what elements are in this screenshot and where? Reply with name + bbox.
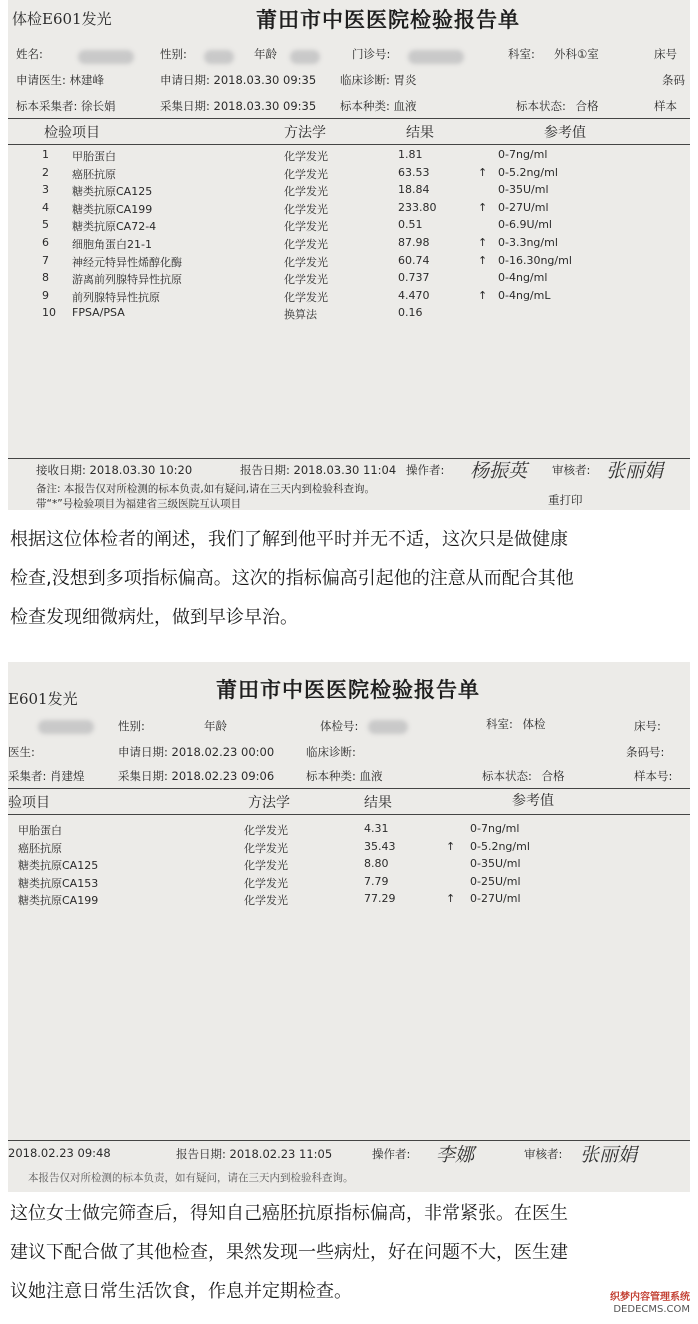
report-note: 备注: 本报告仅对所检测的标本负责,如有疑问,请在三天内到检验科查询。 (36, 483, 376, 495)
cell-method: 化学发光 (284, 273, 328, 287)
cell-item: 前列腺特异性抗原 (72, 290, 160, 304)
cell-item: 糖类抗原CA199 (72, 202, 153, 216)
lab-report-photo-1 (8, 0, 690, 510)
collector-value: 肖建煌 (50, 769, 85, 783)
cell-ref: 0-3.3ng/ml (498, 236, 558, 249)
diagnosis-value: 胃炎 (393, 73, 417, 87)
doctor-label: 医生: (8, 745, 35, 759)
redacted-gender (204, 46, 234, 65)
barcode-label: 条码 (662, 73, 685, 87)
cell-result: 87.98 (398, 236, 430, 249)
table-row (8, 306, 690, 322)
table-bottom-rule (8, 458, 690, 459)
collector-label: 标本采集者: (16, 99, 78, 113)
redacted-clinic-no (408, 46, 464, 65)
table-row (8, 166, 690, 182)
cell-flag: ↑ (478, 236, 488, 249)
table-row (8, 271, 690, 287)
paragraph-line: 检查,没想到多项指标偏高。这次的指标偏高引起他的注意从而配合其他 (10, 568, 574, 589)
cell-flag: ↑ (478, 165, 488, 179)
apply-date-value: 2018.02.23 00:00 (171, 745, 275, 759)
table-row (8, 236, 690, 252)
cell-ref: 0-35U/ml (498, 183, 549, 197)
table-header-rule (8, 814, 690, 815)
table-row (8, 201, 690, 217)
table-row (8, 840, 690, 856)
cell-no: 8 (42, 271, 49, 285)
reprint-label: 重打印 (548, 493, 583, 507)
cell-no: 4 (42, 200, 49, 214)
cell-flag: ↑ (478, 288, 488, 302)
collect-date-value: 2018.02.23 09:06 (171, 769, 275, 783)
barcode-label: 条码号: (626, 745, 665, 759)
table-row (8, 289, 690, 305)
cell-item: 甲胎蛋白 (72, 150, 116, 163)
col-reference: 参考值 (512, 793, 554, 809)
paragraph-line: 根据这位体检者的阐述，我们了解到他平时并无不适，这次只是做健康 (10, 529, 568, 550)
cell-ref: 0-16.30ng/ml (498, 253, 572, 267)
age-label: 年龄 (204, 719, 227, 733)
cell-no: 1 (42, 148, 49, 161)
table-header-rule (8, 144, 690, 145)
paragraph-line: 建议下配合做了其他检查，果然发现一些病灶，好在问题不大，医生建 (10, 1242, 568, 1263)
sample-status-value: 合格 (541, 769, 565, 783)
col-method: 方法学 (284, 125, 326, 141)
article-paragraph-2 (10, 1194, 690, 1311)
cell-ref: 0-4ng/mL (498, 288, 551, 302)
cell-item: 癌胚抗原 (18, 841, 62, 855)
table-row (8, 254, 690, 270)
collector-value: 徐长娟 (81, 99, 116, 113)
cell-result: 18.84 (398, 183, 430, 197)
site-watermark (610, 1292, 690, 1316)
table-row (8, 892, 690, 908)
cell-no: 5 (42, 218, 49, 232)
dept-label: 科室: (508, 47, 535, 61)
operator-signature: 李娜 (436, 1144, 475, 1166)
table-row (8, 822, 690, 838)
watermark-title: 织梦内容管理系统 (610, 1292, 690, 1303)
collector-label: 采集者: (8, 769, 47, 783)
watermark-url: DEDECMS.COM (613, 1304, 690, 1315)
cell-flag: ↑ (446, 892, 456, 905)
report-title: 莆田市中医医院检验报告单 (256, 7, 520, 32)
report-corner-label: 体检E601发光 (12, 10, 112, 28)
cell-method: 换算法 (284, 308, 317, 322)
cell-result: 4.31 (364, 822, 389, 835)
cell-ref: 0-6.9U/ml (498, 218, 552, 232)
col-item: 检验项目 (44, 125, 100, 141)
cell-result: 0.737 (398, 271, 430, 285)
sample-no-label: 样本 (654, 99, 677, 113)
redacted-name (78, 46, 134, 65)
operator-label: 操作者: (372, 1147, 411, 1161)
diagnosis-label: 临床诊断: (340, 73, 390, 87)
cell-item: FPSA/PSA (72, 306, 125, 320)
cell-ref: 0-27U/ml (498, 200, 549, 214)
table-row (8, 875, 690, 891)
cell-item: 糖类抗原CA125 (18, 859, 99, 872)
paragraph-line: 议她注意日常生活饮食，作息并定期检查。 (10, 1281, 352, 1302)
cell-no: 10 (42, 306, 56, 320)
cell-result: 233.80 (398, 200, 437, 214)
report-corner-label: E601发光 (8, 690, 78, 708)
sample-status-value: 合格 (575, 99, 599, 113)
cell-ref: 0-35U/ml (470, 857, 521, 870)
sample-status-label: 标本状态: (482, 769, 532, 783)
report-date-value: 2018.03.30 11:04 (293, 463, 397, 477)
table-row (8, 857, 690, 873)
cell-item: 糖类抗原CA125 (72, 185, 153, 199)
cell-result: 35.43 (364, 839, 396, 853)
cell-method: 化学发光 (244, 859, 288, 872)
exam-no-label: 体检号: (320, 719, 359, 733)
cell-ref: 0-7ng/ml (498, 148, 548, 161)
article-paragraph-1 (10, 520, 690, 637)
cell-method: 化学发光 (284, 255, 328, 269)
cell-item: 甲胎蛋白 (18, 824, 62, 837)
report-note: 本报告仅对所检测的标本负责，如有疑问，请在三天内到检验科查询。 (28, 1172, 354, 1184)
cell-item: 糖类抗原CA199 (18, 894, 99, 907)
doctor-label: 申请医生: (16, 73, 66, 87)
col-method: 方法学 (248, 795, 290, 811)
cell-method: 化学发光 (244, 841, 288, 855)
cell-method: 化学发光 (244, 876, 288, 890)
cell-ref: 0-25U/ml (470, 874, 521, 888)
reviewer-label: 审核者: (552, 463, 591, 477)
sample-no-label: 样本号: (634, 769, 673, 783)
sample-type-label: 标本种类: (340, 99, 390, 113)
cell-method: 化学发光 (244, 824, 288, 837)
cell-method: 化学发光 (284, 150, 328, 163)
cell-flag: ↑ (478, 253, 488, 267)
redacted-exam-no (368, 716, 408, 735)
cell-item: 糖类抗原CA153 (18, 876, 99, 890)
doctor-value: 林建峰 (69, 73, 105, 87)
table-row (8, 148, 690, 164)
table-top-rule (8, 118, 690, 119)
clinic-no-label: 门诊号: (352, 47, 391, 61)
cell-result: 7.79 (364, 874, 389, 888)
collect-date-value: 2018.03.30 09:35 (213, 99, 317, 113)
cell-method: 化学发光 (284, 167, 328, 181)
cell-method: 化学发光 (284, 238, 328, 251)
cell-no: 9 (42, 288, 49, 302)
cell-no: 2 (42, 165, 49, 179)
collect-date-label: 采集日期: (118, 769, 168, 783)
report-note-mutual: 带“*”号检验项目为福建省三级医院互认项目 (36, 498, 242, 510)
cell-item: 游离前列腺特异性抗原 (72, 273, 182, 287)
dept-label: 科室: (486, 717, 513, 731)
receive-date-value: 2018.02.23 09:48 (8, 1146, 111, 1160)
col-result: 结果 (364, 795, 392, 811)
cell-result: 1.81 (398, 148, 423, 161)
paragraph-line: 检查发现细微病灶，做到早诊早治。 (10, 607, 298, 628)
sample-status-label: 标本状态: (516, 99, 566, 113)
redacted-name (38, 716, 94, 735)
cell-result: 77.29 (364, 892, 396, 905)
cell-ref: 0-5.2ng/ml (498, 165, 558, 179)
col-reference: 参考值 (544, 125, 586, 141)
bed-label: 床号: (634, 719, 661, 733)
table-row (8, 183, 690, 199)
gender-label: 性别: (160, 47, 187, 61)
operator-signature: 杨振英 (470, 460, 528, 482)
cell-ref: 0-7ng/ml (470, 822, 520, 835)
collect-date-label: 采集日期: (160, 99, 210, 113)
cell-item: 细胞角蛋白21-1 (72, 238, 152, 251)
paragraph-line: 这位女士做完筛查后，得知自己癌胚抗原指标偏高，非常紧张。在医生 (10, 1203, 568, 1224)
cell-result: 0.51 (398, 218, 423, 232)
receive-date-label: 接收日期: (36, 463, 86, 477)
cell-item: 癌胚抗原 (72, 167, 116, 181)
sample-type-value: 血液 (359, 769, 383, 783)
lab-report-photo-2 (8, 662, 690, 1192)
cell-method: 化学发光 (284, 220, 328, 234)
cell-ref: 0-27U/ml (470, 892, 521, 905)
dept-value: 体检 (522, 717, 546, 731)
cell-result: 60.74 (398, 253, 430, 267)
table-top-rule (8, 788, 690, 789)
cell-result: 4.470 (398, 288, 430, 302)
bed-label: 床号 (654, 47, 677, 61)
cell-result: 8.80 (364, 857, 389, 870)
reviewer-signature: 张丽娟 (606, 460, 664, 482)
name-label: 姓名: (16, 47, 43, 61)
cell-ref: 0-4ng/ml (498, 271, 548, 285)
reviewer-label: 审核者: (524, 1147, 563, 1161)
cell-no: 6 (42, 236, 49, 249)
apply-date-value: 2018.03.30 09:35 (213, 73, 317, 87)
sample-type-value: 血液 (393, 99, 417, 113)
apply-date-label: 申请日期: (118, 745, 168, 759)
cell-method: 化学发光 (284, 202, 328, 216)
cell-method: 化学发光 (284, 290, 328, 304)
report-date-label: 报告日期: (176, 1147, 226, 1161)
col-result: 结果 (406, 125, 434, 141)
report-date-value: 2018.02.23 11:05 (229, 1147, 333, 1161)
age-label: 年龄 (254, 47, 277, 61)
cell-flag: ↑ (478, 200, 488, 214)
reviewer-signature: 张丽娟 (580, 1144, 638, 1166)
apply-date-label: 申请日期: (160, 73, 210, 87)
cell-result: 63.53 (398, 165, 430, 179)
report-date-label: 报告日期: (240, 463, 290, 477)
sample-type-label: 标本种类: (306, 769, 356, 783)
col-item: 验项目 (8, 795, 50, 811)
cell-flag: ↑ (446, 839, 456, 853)
cell-method: 化学发光 (244, 894, 288, 907)
diagnosis-label: 临床诊断: (306, 745, 356, 759)
redacted-age (290, 46, 320, 65)
report-title: 莆田市中医医院检验报告单 (216, 677, 480, 702)
cell-no: 3 (42, 183, 49, 197)
gender-label: 性别: (118, 719, 145, 733)
receive-date-value: 2018.03.30 10:20 (89, 463, 193, 477)
cell-item: 糖类抗原CA72-4 (72, 220, 157, 234)
cell-result: 0.16 (398, 306, 423, 320)
operator-label: 操作者: (406, 463, 445, 477)
table-row (8, 218, 690, 234)
cell-method: 化学发光 (284, 185, 328, 199)
dept-value: 外科①室 (554, 47, 599, 61)
cell-ref: 0-5.2ng/ml (470, 839, 530, 853)
cell-item: 神经元特异性烯醇化酶 (72, 255, 182, 269)
cell-no: 7 (42, 253, 49, 267)
